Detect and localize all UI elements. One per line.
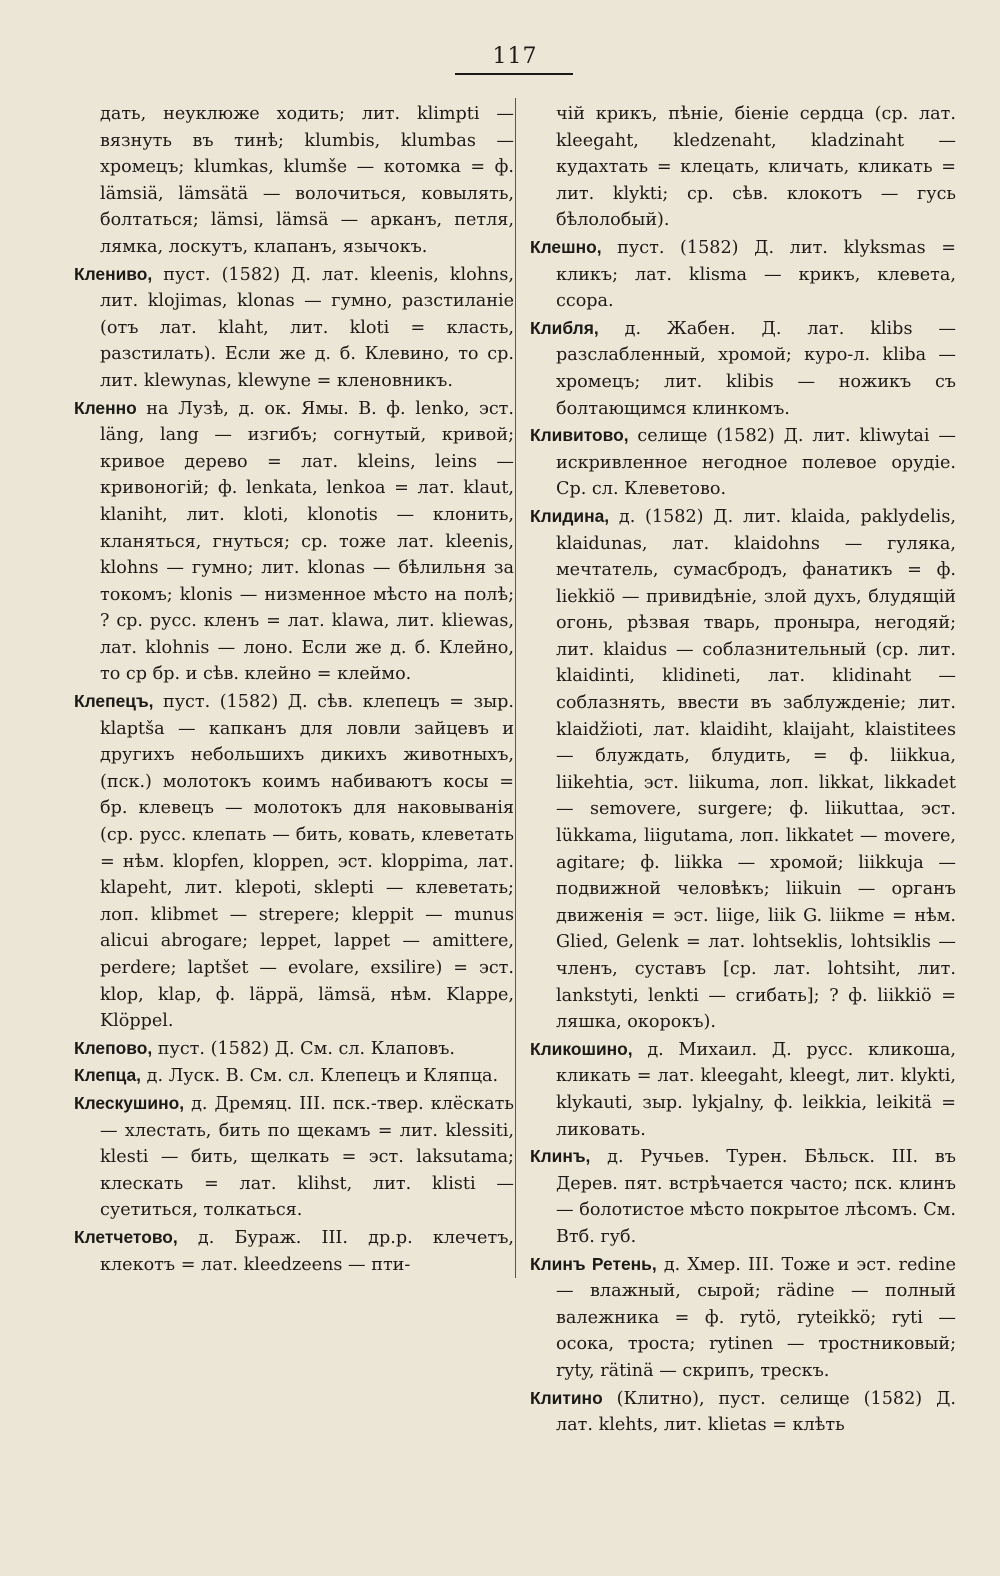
entry-headword: Клидина, bbox=[530, 505, 610, 526]
entry-text: пуст. (1582) Д. лат. kleenis, klohns, лит. klojimas, klonas — гумно, разстиланіе (отъ лат. klaht, лит. kloti = класть, разстилать). Если же д. б. Клевино, то ср. лит. klewynas, klewyne = кленовникъ. bbox=[100, 264, 514, 391]
entry-text: (Клитно), пуст. селище (1582) Д. лат. klehts, лит. klietas = клѣть bbox=[556, 1388, 956, 1436]
dictionary-entry bbox=[74, 1035, 514, 1063]
column-divider bbox=[515, 98, 516, 1278]
dictionary-entry bbox=[530, 1385, 956, 1439]
dictionary-entry bbox=[530, 100, 956, 234]
dictionary-entry bbox=[530, 1143, 956, 1250]
entry-text: д. Дремяц. III. пск.-твер. клёскать — хлестать, бить по щекамъ = лит. klessiti, klesti — бить, щелкать = эст. laksutama; клескать = лат. klihst, лит. klisti — суетиться, толкаться. bbox=[100, 1093, 514, 1221]
right-column bbox=[530, 100, 956, 1439]
entry-headword: Клитино bbox=[530, 1387, 603, 1408]
entry-text: селище (1582) Д. лит. kliwytai — искривленное негодное полевое орудіе. Ср. сл. Клеветово. bbox=[556, 426, 956, 500]
entry-text: д. Хмер. III. Тоже и эст. redine — влажный, сырой; rädine — полный валежника = ф. rytö, ryteikkö; ryti — осока, троста; rytinen — тростниковый; ryty, rätinä — скрипъ, трескъ. bbox=[556, 1254, 956, 1381]
entry-text: д. (1582) Д. лит. klaida, paklydelis, klaidunas, лат. klaidohns — гуляка, мечтатель, сумасбродъ, фанатикъ = ф. liekkiö — привидѣніе, злой духъ, блудящій огонь, рѣзвая тварь, пронырa, негодяй; лит. klaidus — соблазнительный (ср. лит. klaidinti, klidineti, лат. klidinaht — соблазнять, ввести въ заблужденіе; лит. klaidžioti, лат. klaidiht, klaijaht, klaistitees — блуждать, блудить, = ф. liikkua, liikehtia, эст. liikuma, лоп. likkat, likkadet — semovere, surgere; ф. liikuttaa, эст. lükkama, liigutama, лоп. likkatet — movere, agitare; ф. liikka — хромой; liikkuja — подвижной человѣкъ; liikuin — органъ движенія = эст. liige, liik G. liikme = нѣм. Glied, Gelenk = лат. lohtseklis, lohtsiklis — членъ, суставъ [ср. лат. lohtsiht, лит. lankstyti, lenkti — сгибать]; ? ф. liikkiö = ляшка, окорокъ). bbox=[556, 506, 956, 1033]
page-number: 117 bbox=[492, 44, 538, 69]
dictionary-entry bbox=[74, 1224, 514, 1278]
dictionary-entry bbox=[530, 315, 956, 422]
entry-headword: Клинъ Ретень, bbox=[530, 1253, 657, 1274]
dictionary-entry bbox=[74, 395, 514, 689]
entry-text: д. Ручьев. Турен. Бѣльск. III. въ Дерев. пят. встрѣчается часто; пск. клинъ — болотистое мѣсто покрытое лѣсомъ. См. Втб. губ. bbox=[556, 1147, 956, 1247]
dictionary-entry bbox=[74, 1090, 514, 1224]
entry-headword: Клескушино, bbox=[74, 1092, 185, 1113]
entry-headword: Клепово, bbox=[74, 1037, 153, 1058]
entry-headword: Клинъ, bbox=[530, 1146, 591, 1167]
entry-text: пуст. (1582) Д. лит. klyksmas = кликъ; лат. klisma — крикъ, клевета, ссора. bbox=[556, 237, 956, 312]
entry-text: пуст. (1582) Д. сѣв. клепецъ = зыр. klaptša — капканъ для ловли зайцевъ и другихъ небольшихъ дикихъ животныхъ, (пск.) молотокъ коимъ набиваютъ косы = бр. клевецъ — молотокъ для наковыванія (ср. русс. клепать — бить, ковать, клеветать = нѣм. klopfen, kloppen, эст. kloppima, лат. klapeht, лит. klepoti, sklepti — клеветать; лоп. klibmet — strepere; kleppit — munus alicui abrogare; leppet, lappet — amittere, perdere; laptšet — evolare, exsilire) = эст. klop, klap, ф. läppä, lämsä, нѣм. Klappe, Klöppel. bbox=[100, 692, 514, 1032]
entry-text: д. Луск. В. См. сл. Клепецъ и Кляпца. bbox=[141, 1066, 499, 1087]
entry-headword: Клибля, bbox=[530, 317, 599, 338]
dictionary-entry bbox=[74, 100, 514, 261]
dictionary-entry bbox=[74, 1062, 514, 1090]
dictionary-entry bbox=[530, 1036, 956, 1143]
header-rule bbox=[455, 73, 573, 75]
dictionary-entry bbox=[74, 688, 514, 1035]
dictionary-entry bbox=[530, 234, 956, 315]
entry-text: пуст. (1582) Д. См. сл. Клаповъ. bbox=[152, 1038, 456, 1059]
entry-headword: Клепца, bbox=[74, 1065, 142, 1086]
entry-headword: Клетчетово, bbox=[74, 1226, 178, 1247]
dictionary-entry bbox=[530, 1251, 956, 1385]
entry-text: дать, неуклюже ходить; лит. klimpti — вязнуть въ тинѣ; klumbis, klumbas — хромецъ; klumkas, klumše — котомка = ф. lämsiä, lämsätä — волочиться, ковылять, болтаться; lämsi, lämsä — арканъ, петля, лямка, лоскутъ, клапанъ, язычокъ. bbox=[100, 104, 514, 257]
entry-headword: Клепецъ, bbox=[74, 691, 154, 712]
dictionary-entry bbox=[530, 503, 956, 1036]
entry-text: на Лузѣ, д. ок. Ямы. В. ф. lenko, эст. läng, lang — изгибъ; согнутый, кривой; кривое дерево = лат. kleins, leins — кривоногій; ф. lenkata, lenkoa = лат. klaut, klaniht, лит. kloti, klonotis — клонить, кланяться, гнуться; ср. тоже лат. kleenis, klohns — гумно; лит. klonas — бѣлильня за токомъ; klonis — низменное мѣсто на полѣ; ? ср. русс. кленъ = лат. klawa, лит. kliewas, лат. klohnis — лоно. Если же д. б. Клейно, то ср бр. и сѣв. клейно = клеймо. bbox=[100, 398, 514, 685]
dictionary-entry bbox=[530, 422, 956, 503]
entry-headword: Кликошино, bbox=[530, 1038, 633, 1059]
entry-headword: Кливитово, bbox=[530, 425, 629, 446]
entry-headword: Клениво, bbox=[74, 263, 153, 284]
entry-text: чій крикъ, пѣніе, біеніе сердца (ср. лат. kleegaht, kledzenaht, kladzinaht — кудахтать = клецать, кличать, кликать = лит. klykti; ср. сѣв. клокотъ — гусь бѣлолобый). bbox=[556, 104, 956, 231]
entry-text: д. Бураж. III. др.р. клечетъ, клекотъ = лат. kleedzeens — пти- bbox=[100, 1227, 514, 1275]
dictionary-entry bbox=[74, 261, 514, 395]
entry-text: д. Жабен. Д. лат. klibs — разслабленный, хромой; куро-л. kliba — хромецъ; лит. klibis — ножикъ съ болтающимся клинкомъ. bbox=[556, 318, 956, 419]
entry-headword: Кленно bbox=[74, 397, 137, 418]
entry-text: д. Михаил. Д. русс. кликоша, кликать = лат. kleegaht, kleegt, лит. klykti, klykauti, зыр. lykjalny, ф. leikkia, leikitä = ликовать. bbox=[556, 1039, 956, 1140]
left-column bbox=[74, 100, 514, 1278]
entry-headword: Клешно, bbox=[530, 236, 602, 257]
